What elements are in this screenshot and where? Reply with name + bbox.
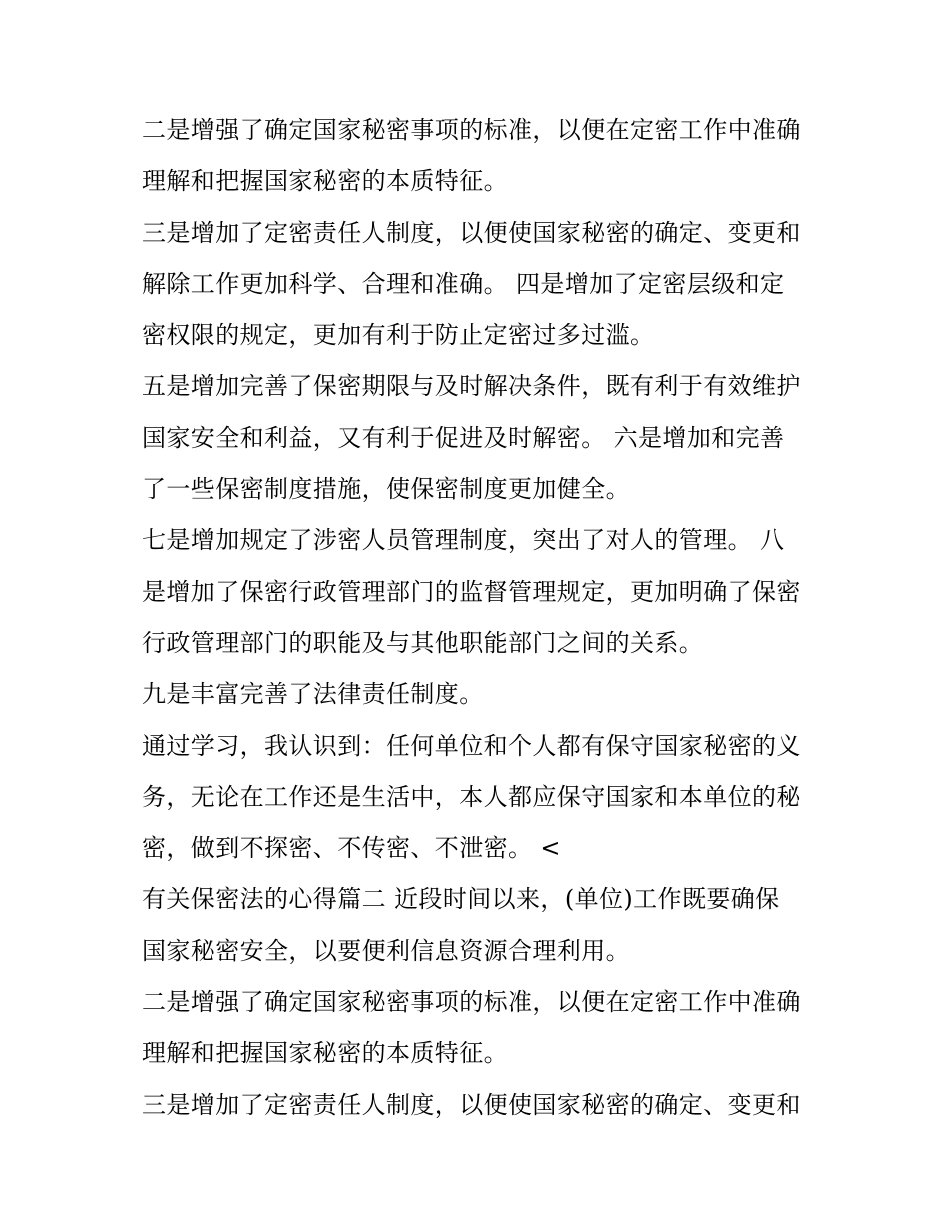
text-line: 密权限的规定，更加有利于防止定密过多过滥。	[142, 321, 655, 350]
text-line: 理解和把握国家秘密的本质特征。	[142, 1039, 508, 1068]
document-body	[142, 105, 822, 1131]
text-line: 通过学习，我认识到：任何单位和个人都有保守国家秘密的义	[142, 731, 801, 760]
text-line: 密，做到不探密、不传密、不泄密。 <	[142, 834, 561, 863]
text-line: 七是增加规定了涉密人员管理制度，突出了对人的管理。 八	[142, 526, 785, 555]
text-line: 三是增加了定密责任人制度，以便使国家秘密的确定、变更和	[142, 218, 801, 247]
text-line: 了一些保密制度措施，使保密制度更加健全。	[142, 475, 630, 504]
text-line: 行政管理部门的职能及与其他职能部门之间的关系。	[142, 628, 704, 657]
text-line: 国家安全和利益，又有利于促进及时解密。 六是增加和完善	[142, 423, 785, 452]
text-line: 解除工作更加科学、合理和准确。 四是增加了定密层级和定	[142, 269, 785, 298]
text-line: 务，无论在工作还是生活中，本人都应保守国家和本单位的秘	[142, 782, 801, 811]
text-line: 是增加了保密行政管理部门的监督管理规定，更加明确了保密	[142, 577, 801, 606]
text-line: 二是增强了确定国家秘密事项的标准，以便在定密工作中准确	[142, 988, 801, 1017]
text-line: 理解和把握国家秘密的本质特征。	[142, 167, 508, 196]
text-line: 九是丰富完善了法律责任制度。	[142, 680, 484, 709]
text-line: 五是增加完善了保密期限与及时解决条件，既有利于有效维护	[142, 372, 801, 401]
text-line: 国家秘密安全，以要便利信息资源合理利用。	[142, 936, 630, 965]
text-line: 有关保密法的心得篇二 近段时间以来，(单位)工作既要确保	[142, 885, 780, 914]
text-line: 二是增强了确定国家秘密事项的标准，以便在定密工作中准确	[142, 116, 801, 144]
text-line: 三是增加了定密责任人制度，以便使国家秘密的确定、变更和	[142, 1090, 801, 1119]
